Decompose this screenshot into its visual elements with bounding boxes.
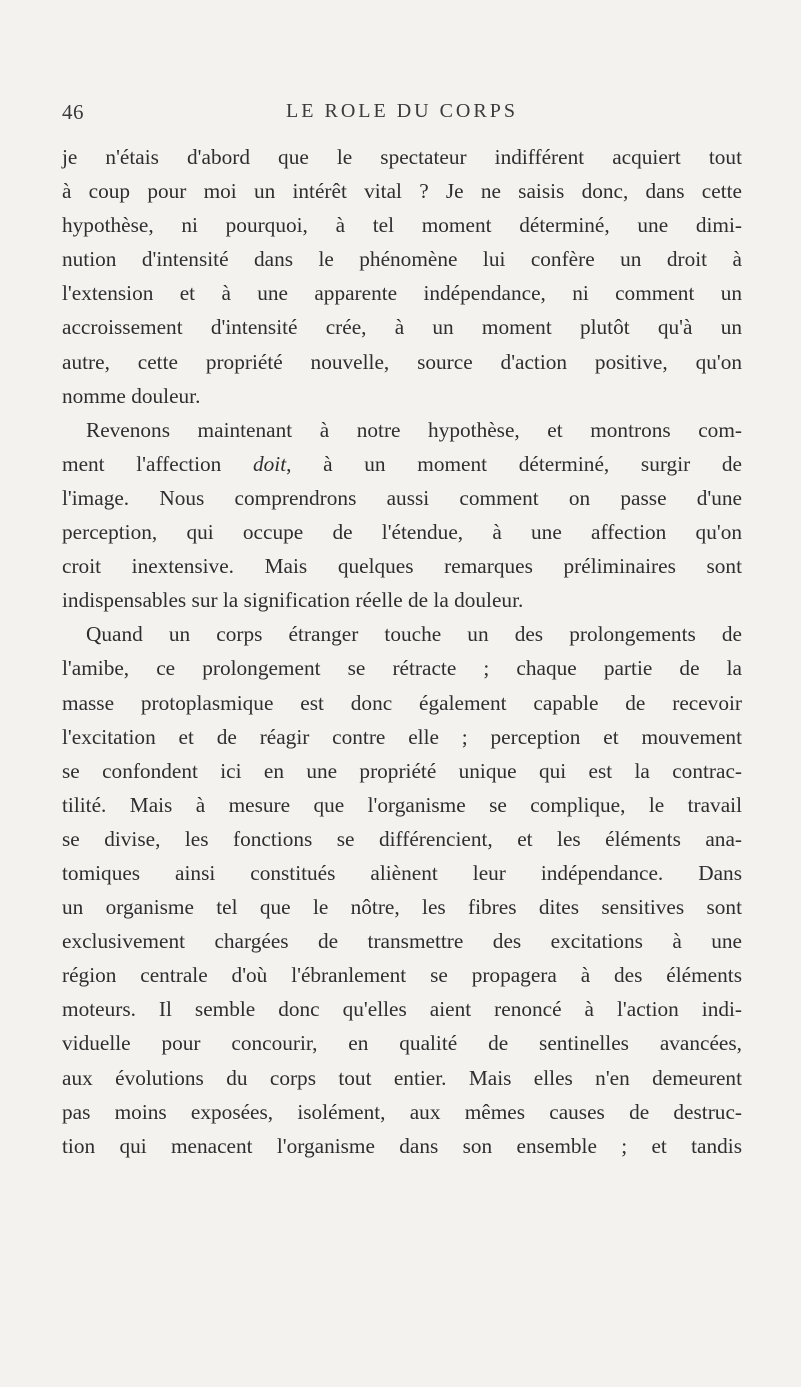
text-line: à coup pour moi un intérêt vital ? Je ne saisis donc, dans cette [62,179,742,204]
text-line: hypothèse, ni pourquoi, à tel moment déterminé, une dimi- [62,213,742,238]
text-line: moteurs. Il semble donc qu'elles aient renoncé à l'action indi- [62,997,742,1022]
text-line: Quand un corps étranger touche un des prolongements de [86,622,742,647]
text-line: pas moins exposées, isolément, aux mêmes causes de destruc- [62,1099,742,1124]
text-line: l'image. Nous comprendrons aussi comment on passe d'une [62,485,742,510]
text-line: Revenons maintenant à notre hypothèse, et montrons com- [86,417,742,442]
text-line: un organisme tel que le nôtre, les fibres dites sensitives sont [62,895,742,920]
text-line: région centrale d'où l'ébranlement se propagera à des éléments [62,963,742,988]
italic-word: doit [253,451,287,476]
text-line: l'extension et à une apparente indépendance, ni comment un [62,281,742,306]
text-line: l'amibe, ce prolongement se rétracte ; chaque partie de la [62,656,742,681]
paragraph-1 [62,140,742,413]
text-line: je n'étais d'abord que le spectateur indifférent acquiert tout [62,145,742,169]
text-line: tilité. Mais à mesure que l'organisme se complique, le travail [62,792,742,817]
text-line: autre, cette propriété nouvelle, source d'action positive, qu'on [62,349,742,374]
text-line: nution d'intensité dans le phénomène lui confère un droit à [62,247,742,272]
text-line: se divise, les fonctions se différencient, et les éléments ana- [62,826,742,851]
text-line: se confondent ici en une propriété unique qui est la contrac- [62,758,742,783]
line-prefix: ment l'affection [62,451,253,476]
page-header [62,100,742,126]
text-line: exclusivement chargées de transmettre des excitations à une [62,929,742,954]
page-number: 46 [62,100,84,124]
text-line: indispensables sur la signification réelle de la douleur. [62,588,524,613]
text-line: l'excitation et de réagir contre elle ; perception et mouvement [62,724,742,749]
text-line-with-italic [62,447,742,481]
text-line: croit inextensive. Mais quelques remarques préliminaires sont [62,554,742,579]
line-suffix: , à un moment déterminé, surgir de [286,451,742,476]
text-line: viduelle pour concourir, en qualité de sentinelles avancées, [62,1031,742,1056]
paragraph-2 [62,413,742,618]
text-line: aux évolutions du corps tout entier. Mais elles n'en demeurent [62,1065,742,1090]
text-line: tion qui menacent l'organisme dans son ensemble ; et tandis [62,1133,742,1158]
text-line: nomme douleur. [62,383,201,408]
text-line: perception, qui occupe de l'étendue, à une affection qu'on [62,520,742,545]
text-line: accroissement d'intensité crée, à un moment plutôt qu'à un [62,315,742,340]
running-head: LE ROLE DU CORPS [286,100,518,122]
text-line: masse protoplasmique est donc également capable de recevoir [62,690,742,715]
text-line: tomiques ainsi constitués aliènent leur indépendance. Dans [62,860,742,885]
paragraph-3 [62,617,742,1163]
body-text [62,140,742,1163]
